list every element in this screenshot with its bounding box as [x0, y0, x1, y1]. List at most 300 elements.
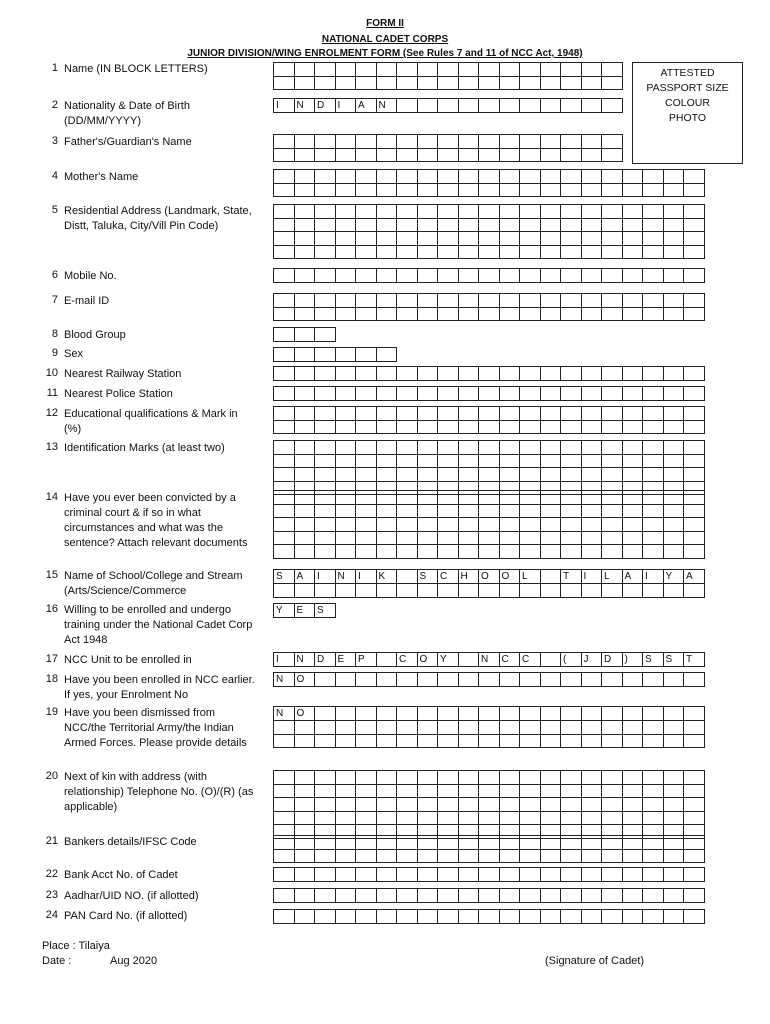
char-box[interactable] [356, 205, 377, 219]
char-box[interactable] [499, 836, 520, 850]
char-box[interactable] [397, 570, 418, 584]
char-box[interactable] [581, 889, 602, 903]
char-box[interactable] [274, 531, 295, 545]
char-box[interactable] [499, 245, 520, 259]
char-box[interactable] [540, 269, 561, 283]
char-box[interactable] [274, 328, 295, 342]
char-box[interactable] [397, 232, 418, 246]
char-box[interactable] [335, 811, 356, 825]
char-box[interactable] [438, 798, 459, 812]
char-box[interactable]: A [684, 570, 705, 584]
char-box[interactable] [581, 504, 602, 518]
char-box[interactable] [684, 889, 705, 903]
char-box[interactable] [540, 531, 561, 545]
char-box[interactable] [663, 491, 684, 505]
char-box[interactable] [315, 798, 336, 812]
char-box[interactable] [274, 76, 295, 90]
char-box[interactable] [438, 170, 459, 184]
char-box[interactable] [622, 420, 643, 434]
char-box[interactable] [417, 367, 438, 381]
char-box[interactable] [499, 889, 520, 903]
char-box[interactable] [397, 441, 418, 455]
char-box[interactable] [602, 721, 623, 735]
char-box[interactable] [294, 367, 315, 381]
char-box[interactable] [622, 545, 643, 559]
char-box[interactable] [602, 889, 623, 903]
char-box[interactable] [540, 99, 561, 113]
char-box[interactable]: N [479, 653, 500, 667]
char-box[interactable] [274, 294, 295, 308]
char-box[interactable] [438, 491, 459, 505]
char-box[interactable] [663, 721, 684, 735]
char-box[interactable] [294, 218, 315, 232]
char-box[interactable] [335, 348, 356, 362]
char-box[interactable] [417, 135, 438, 149]
char-box[interactable] [499, 135, 520, 149]
char-box[interactable] [561, 707, 582, 721]
char-box[interactable] [274, 868, 295, 882]
char-box[interactable] [561, 420, 582, 434]
char-box[interactable] [274, 771, 295, 785]
char-box[interactable] [581, 734, 602, 748]
char-box[interactable] [581, 910, 602, 924]
char-box[interactable] [622, 269, 643, 283]
char-box[interactable] [417, 407, 438, 421]
char-box[interactable] [479, 673, 500, 687]
char-box[interactable] [438, 148, 459, 162]
char-box[interactable] [622, 518, 643, 532]
char-box[interactable] [397, 798, 418, 812]
char-box[interactable] [274, 387, 295, 401]
char-box[interactable] [602, 545, 623, 559]
char-box[interactable] [602, 232, 623, 246]
char-box[interactable] [376, 348, 397, 362]
char-box[interactable] [663, 454, 684, 468]
char-box[interactable] [294, 531, 315, 545]
char-box[interactable] [581, 771, 602, 785]
char-box[interactable] [561, 889, 582, 903]
char-box[interactable] [581, 454, 602, 468]
char-box[interactable] [581, 387, 602, 401]
char-box[interactable]: I [643, 570, 664, 584]
char-box[interactable] [663, 910, 684, 924]
char-box[interactable] [663, 673, 684, 687]
char-box[interactable] [335, 504, 356, 518]
char-box[interactable] [602, 205, 623, 219]
char-box[interactable] [622, 849, 643, 863]
char-box[interactable] [684, 205, 705, 219]
char-box[interactable]: I [335, 99, 356, 113]
char-box[interactable] [520, 245, 541, 259]
char-box[interactable] [663, 269, 684, 283]
char-box[interactable] [479, 170, 500, 184]
char-box[interactable] [581, 294, 602, 308]
char-box[interactable] [356, 441, 377, 455]
char-box[interactable] [499, 868, 520, 882]
char-box[interactable] [520, 183, 541, 197]
char-box[interactable] [335, 584, 356, 598]
char-box[interactable] [458, 245, 479, 259]
char-box[interactable] [479, 584, 500, 598]
char-box[interactable] [581, 531, 602, 545]
char-box[interactable] [520, 868, 541, 882]
char-box[interactable] [622, 387, 643, 401]
char-box[interactable] [315, 454, 336, 468]
char-box[interactable] [684, 218, 705, 232]
char-box[interactable] [417, 784, 438, 798]
char-box[interactable] [602, 218, 623, 232]
char-box[interactable] [540, 294, 561, 308]
char-box[interactable] [335, 673, 356, 687]
char-box[interactable] [581, 468, 602, 482]
char-box[interactable] [315, 183, 336, 197]
char-box[interactable] [458, 76, 479, 90]
char-box[interactable] [438, 76, 459, 90]
char-box[interactable]: Y [274, 604, 295, 618]
char-box[interactable] [479, 504, 500, 518]
char-box[interactable] [417, 232, 438, 246]
char-box[interactable] [643, 673, 664, 687]
char-box[interactable] [643, 491, 664, 505]
char-box[interactable]: P [356, 653, 377, 667]
char-box[interactable] [540, 721, 561, 735]
char-box[interactable] [397, 294, 418, 308]
char-box[interactable] [417, 707, 438, 721]
char-box[interactable] [684, 849, 705, 863]
char-box[interactable] [315, 836, 336, 850]
char-box[interactable] [499, 707, 520, 721]
char-box[interactable] [397, 504, 418, 518]
char-box[interactable] [335, 76, 356, 90]
char-box[interactable] [581, 76, 602, 90]
char-box[interactable] [561, 454, 582, 468]
char-box[interactable] [540, 170, 561, 184]
char-box[interactable] [356, 910, 377, 924]
char-box[interactable] [438, 771, 459, 785]
char-box[interactable] [335, 545, 356, 559]
char-box[interactable] [376, 504, 397, 518]
char-box[interactable]: E [335, 653, 356, 667]
char-box[interactable] [274, 811, 295, 825]
char-box[interactable] [315, 673, 336, 687]
char-box[interactable] [438, 183, 459, 197]
char-box[interactable] [622, 889, 643, 903]
char-box[interactable] [499, 673, 520, 687]
char-box[interactable] [643, 784, 664, 798]
char-box[interactable] [397, 673, 418, 687]
char-box[interactable] [438, 441, 459, 455]
char-box[interactable] [315, 889, 336, 903]
char-box[interactable] [663, 232, 684, 246]
char-box[interactable] [335, 721, 356, 735]
char-box[interactable] [499, 99, 520, 113]
char-box[interactable] [561, 441, 582, 455]
char-box[interactable] [397, 734, 418, 748]
char-box[interactable] [376, 454, 397, 468]
char-box[interactable]: S [643, 653, 664, 667]
char-box[interactable] [479, 183, 500, 197]
char-box[interactable] [602, 170, 623, 184]
char-box[interactable] [356, 269, 377, 283]
char-box[interactable] [274, 721, 295, 735]
char-box[interactable] [376, 811, 397, 825]
char-box[interactable] [581, 407, 602, 421]
char-box[interactable] [581, 491, 602, 505]
char-box[interactable] [376, 148, 397, 162]
char-box[interactable]: O [294, 707, 315, 721]
char-box[interactable]: ) [622, 653, 643, 667]
char-box[interactable] [274, 836, 295, 850]
char-box[interactable] [479, 707, 500, 721]
char-box[interactable] [561, 183, 582, 197]
char-box[interactable] [397, 76, 418, 90]
char-box[interactable] [499, 269, 520, 283]
char-box[interactable] [356, 294, 377, 308]
char-box[interactable] [499, 63, 520, 77]
char-box[interactable] [397, 63, 418, 77]
char-box[interactable] [643, 707, 664, 721]
char-box[interactable] [315, 307, 336, 321]
char-box[interactable] [643, 183, 664, 197]
char-box[interactable] [561, 245, 582, 259]
char-box[interactable] [499, 454, 520, 468]
char-box[interactable] [540, 734, 561, 748]
char-box[interactable]: C [520, 653, 541, 667]
char-box[interactable] [663, 771, 684, 785]
char-box[interactable] [499, 771, 520, 785]
char-box[interactable] [602, 734, 623, 748]
char-box[interactable] [458, 99, 479, 113]
char-box[interactable] [520, 721, 541, 735]
char-box[interactable] [315, 545, 336, 559]
char-box[interactable] [602, 183, 623, 197]
char-box[interactable] [376, 910, 397, 924]
char-box[interactable] [684, 584, 705, 598]
char-box[interactable] [479, 468, 500, 482]
char-box[interactable] [581, 721, 602, 735]
char-box[interactable] [520, 771, 541, 785]
char-box[interactable] [622, 232, 643, 246]
char-box[interactable] [520, 218, 541, 232]
char-box[interactable] [315, 771, 336, 785]
char-box[interactable] [438, 531, 459, 545]
char-box[interactable] [520, 420, 541, 434]
char-box[interactable] [684, 294, 705, 308]
char-box[interactable] [274, 348, 295, 362]
char-box[interactable] [376, 673, 397, 687]
char-box[interactable] [376, 135, 397, 149]
char-box[interactable] [684, 307, 705, 321]
char-box[interactable] [663, 518, 684, 532]
char-box[interactable] [458, 811, 479, 825]
char-box[interactable] [274, 889, 295, 903]
char-box[interactable] [479, 135, 500, 149]
char-box[interactable] [602, 63, 623, 77]
char-box[interactable] [458, 545, 479, 559]
char-box[interactable] [643, 504, 664, 518]
char-box[interactable]: S [417, 570, 438, 584]
char-box[interactable] [499, 205, 520, 219]
char-box[interactable] [479, 76, 500, 90]
char-box[interactable] [458, 504, 479, 518]
char-box[interactable] [643, 441, 664, 455]
char-box[interactable] [397, 420, 418, 434]
char-box[interactable] [561, 849, 582, 863]
char-box[interactable] [602, 673, 623, 687]
char-box[interactable] [622, 707, 643, 721]
char-box[interactable]: E [294, 604, 315, 618]
char-box[interactable] [397, 721, 418, 735]
char-box[interactable] [479, 245, 500, 259]
char-box[interactable] [520, 294, 541, 308]
char-box[interactable] [294, 811, 315, 825]
char-box[interactable] [643, 771, 664, 785]
char-box[interactable] [397, 584, 418, 598]
char-box[interactable] [540, 889, 561, 903]
char-box[interactable] [540, 910, 561, 924]
char-box[interactable] [376, 889, 397, 903]
char-box[interactable] [520, 269, 541, 283]
char-box[interactable] [561, 518, 582, 532]
char-box[interactable] [602, 707, 623, 721]
char-box[interactable]: A [294, 570, 315, 584]
char-box[interactable] [356, 721, 377, 735]
char-box[interactable] [643, 269, 664, 283]
char-box[interactable] [479, 294, 500, 308]
char-box[interactable] [294, 468, 315, 482]
char-box[interactable] [602, 504, 623, 518]
char-box[interactable] [479, 218, 500, 232]
char-box[interactable] [294, 269, 315, 283]
char-box[interactable] [376, 232, 397, 246]
char-box[interactable] [438, 584, 459, 598]
char-box[interactable] [438, 849, 459, 863]
char-box[interactable] [315, 531, 336, 545]
char-box[interactable] [438, 99, 459, 113]
char-box[interactable] [479, 387, 500, 401]
char-box[interactable] [684, 504, 705, 518]
char-box[interactable] [479, 849, 500, 863]
char-box[interactable] [458, 170, 479, 184]
char-box[interactable] [561, 76, 582, 90]
char-box[interactable] [356, 868, 377, 882]
char-box[interactable] [520, 307, 541, 321]
char-box[interactable]: J [581, 653, 602, 667]
char-box[interactable] [315, 269, 336, 283]
char-box[interactable] [561, 531, 582, 545]
char-box[interactable] [520, 232, 541, 246]
char-box[interactable] [335, 387, 356, 401]
char-box[interactable] [581, 584, 602, 598]
char-box[interactable] [397, 269, 418, 283]
char-box[interactable] [540, 205, 561, 219]
char-box[interactable] [643, 420, 664, 434]
char-box[interactable] [335, 367, 356, 381]
char-box[interactable] [376, 531, 397, 545]
char-box[interactable] [499, 468, 520, 482]
char-box[interactable] [663, 545, 684, 559]
char-box[interactable] [479, 531, 500, 545]
char-box[interactable] [294, 910, 315, 924]
char-box[interactable] [499, 387, 520, 401]
char-box[interactable] [274, 468, 295, 482]
char-box[interactable]: K [376, 570, 397, 584]
char-box[interactable] [602, 99, 623, 113]
char-box[interactable] [294, 771, 315, 785]
char-box[interactable] [356, 811, 377, 825]
char-box[interactable] [376, 63, 397, 77]
char-box[interactable] [458, 441, 479, 455]
char-box[interactable] [561, 504, 582, 518]
char-box[interactable] [540, 518, 561, 532]
char-box[interactable] [417, 76, 438, 90]
char-box[interactable] [335, 784, 356, 798]
char-box[interactable]: N [294, 99, 315, 113]
char-box[interactable] [274, 441, 295, 455]
char-box[interactable] [294, 784, 315, 798]
char-box[interactable] [294, 734, 315, 748]
char-box[interactable] [397, 531, 418, 545]
char-box[interactable] [376, 269, 397, 283]
char-box[interactable] [602, 441, 623, 455]
char-box[interactable] [438, 836, 459, 850]
char-box[interactable] [274, 148, 295, 162]
char-box[interactable] [356, 784, 377, 798]
char-box[interactable] [540, 836, 561, 850]
char-box[interactable] [622, 218, 643, 232]
char-box[interactable] [602, 148, 623, 162]
char-box[interactable] [356, 348, 377, 362]
char-box[interactable] [479, 491, 500, 505]
char-box[interactable] [684, 387, 705, 401]
char-box[interactable] [684, 441, 705, 455]
char-box[interactable] [438, 468, 459, 482]
char-box[interactable] [602, 76, 623, 90]
char-box[interactable] [663, 531, 684, 545]
char-box[interactable] [663, 294, 684, 308]
char-box[interactable] [520, 135, 541, 149]
char-box[interactable] [540, 63, 561, 77]
char-box[interactable] [356, 531, 377, 545]
char-box[interactable] [643, 584, 664, 598]
char-box[interactable] [561, 135, 582, 149]
char-box[interactable] [417, 584, 438, 598]
char-box[interactable] [458, 784, 479, 798]
char-box[interactable] [397, 771, 418, 785]
char-box[interactable] [335, 771, 356, 785]
char-box[interactable]: I [315, 570, 336, 584]
char-box[interactable] [622, 721, 643, 735]
char-box[interactable] [294, 387, 315, 401]
char-box[interactable] [581, 798, 602, 812]
char-box[interactable] [602, 518, 623, 532]
char-box[interactable] [520, 148, 541, 162]
char-box[interactable] [356, 836, 377, 850]
char-box[interactable] [520, 707, 541, 721]
char-box[interactable] [561, 798, 582, 812]
char-box[interactable] [294, 504, 315, 518]
char-box[interactable] [335, 441, 356, 455]
char-box[interactable] [315, 63, 336, 77]
char-box[interactable] [438, 63, 459, 77]
char-box[interactable] [581, 441, 602, 455]
char-box[interactable] [417, 245, 438, 259]
char-box[interactable] [581, 63, 602, 77]
char-box[interactable] [540, 307, 561, 321]
char-box[interactable] [520, 367, 541, 381]
char-box[interactable] [643, 407, 664, 421]
char-box[interactable] [622, 468, 643, 482]
